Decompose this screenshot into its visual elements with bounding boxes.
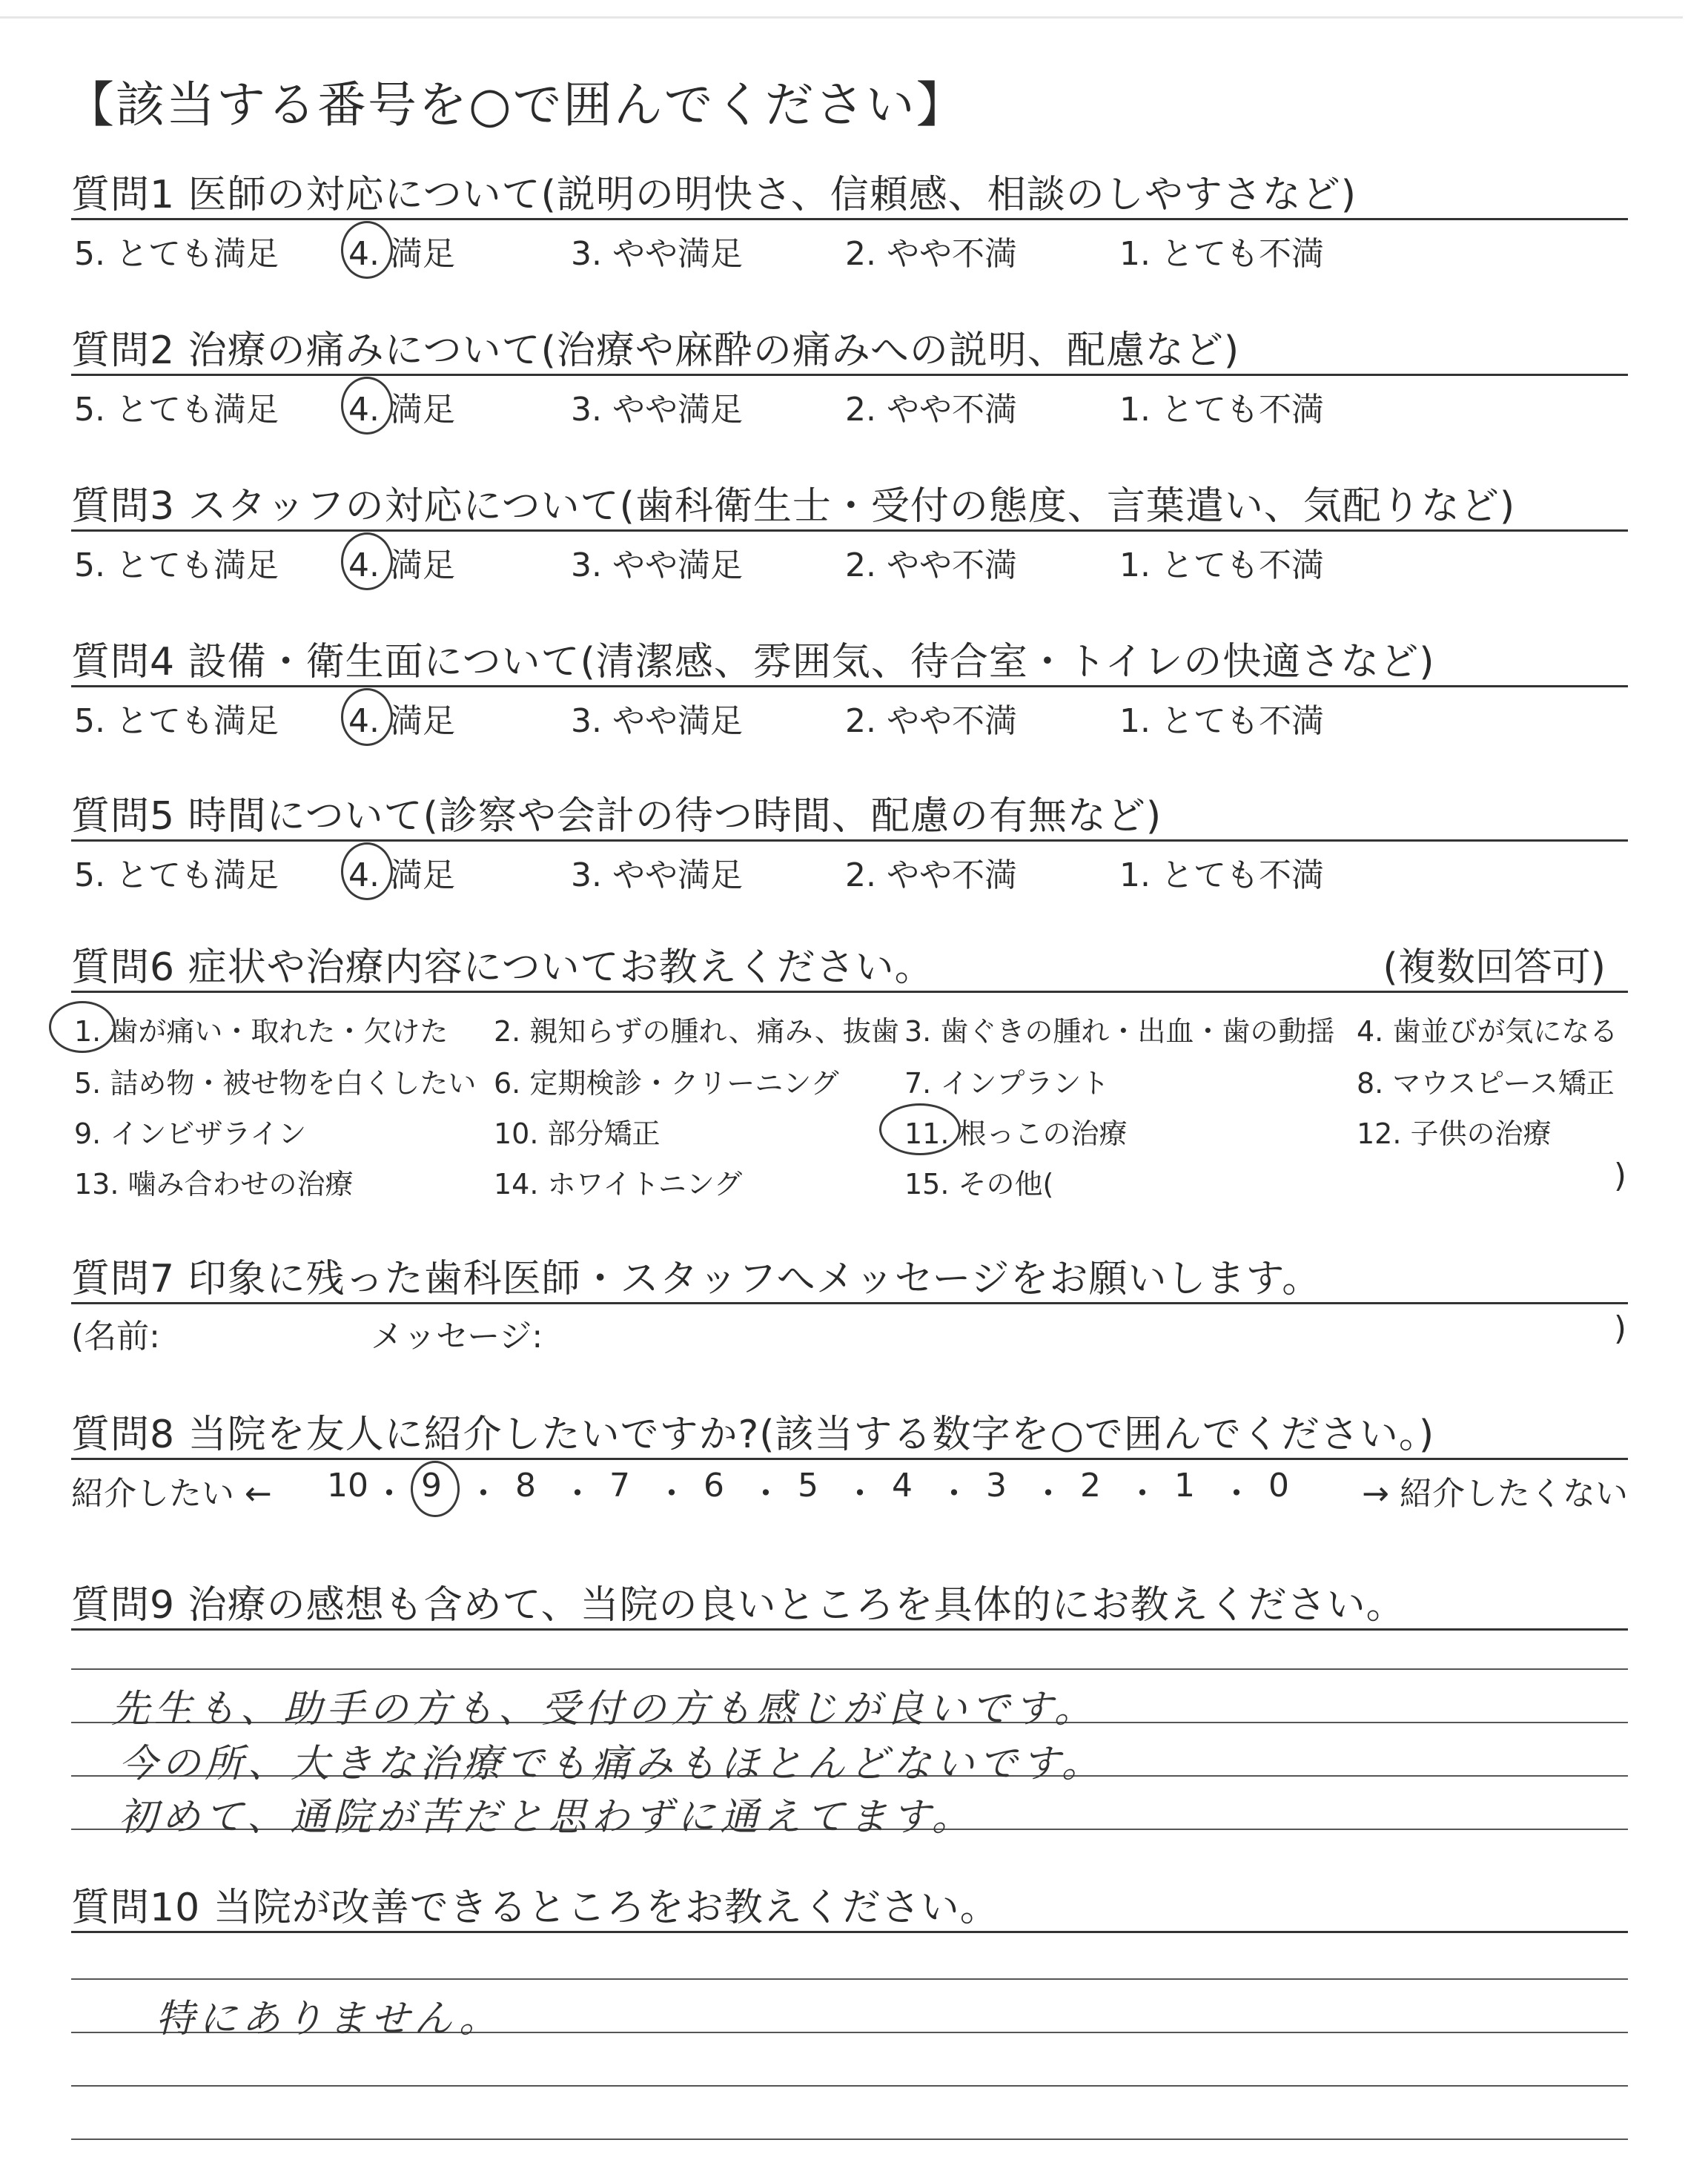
q7-message-label: メッセージ: — [371, 1318, 543, 1355]
selection-circle — [341, 377, 393, 435]
q5-option[interactable]: 3. やや満足 — [571, 856, 743, 894]
q8-scale-value[interactable]: 10 — [327, 1467, 368, 1505]
q7-title: 質問7 印象に残った歯科医師・スタッフへメッセージをお願いします。 — [71, 1257, 1322, 1301]
q9-answer-line: 先生も、助手の方も、受付の方も感じが良いです。 — [111, 1687, 1097, 1731]
q7-rule — [71, 1302, 1628, 1304]
q10-line-1 — [71, 1978, 1628, 1980]
q8-scale-value[interactable]: 0 — [1268, 1467, 1289, 1505]
q8-scale-value[interactable]: 6 — [704, 1467, 724, 1505]
selection-circle — [341, 532, 393, 590]
q10-answer-line: 特にありません。 — [156, 1997, 503, 2041]
q3-rule — [71, 529, 1628, 532]
q2-rule — [71, 374, 1628, 376]
q6-rule — [71, 991, 1628, 993]
q6-option[interactable]: 6. 定期検診・クリーニング — [494, 1067, 839, 1100]
q8-rule — [71, 1458, 1628, 1460]
q6-option[interactable]: 7. インプラント — [904, 1067, 1110, 1100]
q6-option[interactable]: 2. 親知らずの腫れ、痛み、抜歯 — [494, 1015, 899, 1048]
q8-separator: ・ — [655, 1475, 688, 1513]
q6-note: (複数回答可) — [1383, 945, 1606, 990]
q2-option[interactable]: 4. 満足 — [348, 391, 455, 429]
q8-separator: ・ — [938, 1475, 970, 1513]
q8-scale-value[interactable]: 7 — [609, 1467, 630, 1505]
q6-option[interactable]: 1. 歯が痛い・取れた・欠けた — [74, 1015, 448, 1048]
q8-scale-value[interactable]: 8 — [515, 1467, 536, 1505]
q8-separator: ・ — [373, 1475, 406, 1513]
q2-title: 質問2 治療の痛みについて(治療や麻酔の痛みへの説明、配慮など) — [71, 328, 1240, 373]
q4-rule — [71, 685, 1628, 687]
selection-circle — [341, 842, 393, 900]
q10-title: 質問10 当院が改善できるところをお教えください。 — [71, 1886, 999, 1930]
q2-option[interactable]: 1. とても不満 — [1119, 391, 1324, 429]
q10-rule — [71, 1931, 1628, 1933]
q5-option[interactable]: 5. とても満足 — [74, 856, 279, 894]
q4-option[interactable]: 2. やや不満 — [845, 702, 1017, 740]
q6-option[interactable]: 13. 噛み合わせの治療 — [74, 1168, 354, 1200]
q6-option[interactable]: 3. 歯ぐきの腫れ・出血・歯の動揺 — [904, 1015, 1335, 1048]
q8-scale-value[interactable]: 2 — [1080, 1467, 1101, 1505]
q9-answer-line: 初めて、通院が苦だと思わずに通えてます。 — [119, 1795, 975, 1840]
q8-scale-value[interactable]: 3 — [986, 1467, 1007, 1505]
q1-option[interactable]: 5. とても満足 — [74, 235, 279, 273]
q5-option[interactable]: 2. やや不満 — [845, 856, 1017, 894]
q2-option[interactable]: 5. とても満足 — [74, 391, 279, 429]
q8-scale-value[interactable]: 5 — [798, 1467, 818, 1505]
q7-close-paren: ) — [1613, 1309, 1626, 1347]
q6-option[interactable]: 11. 根っこの治療 — [904, 1117, 1128, 1150]
q6-other-close-paren: ) — [1613, 1157, 1626, 1195]
q4-option[interactable]: 4. 満足 — [348, 702, 455, 740]
selection-circle — [49, 1001, 116, 1053]
q6-option[interactable]: 9. インビザライン — [74, 1117, 307, 1150]
page-edge — [0, 16, 1683, 19]
q8-scale-value[interactable]: 4 — [892, 1467, 913, 1505]
q8-right-label: → 紹介したくない — [1362, 1475, 1628, 1513]
q3-option[interactable]: 3. やや満足 — [571, 546, 743, 584]
q5-option[interactable]: 4. 満足 — [348, 856, 455, 894]
q1-option[interactable]: 4. 満足 — [348, 235, 455, 273]
q2-option[interactable]: 2. やや不満 — [845, 391, 1017, 429]
q4-option[interactable]: 5. とても満足 — [74, 702, 279, 740]
q5-title: 質問5 時間について(診察や会計の待つ時間、配慮の有無など) — [71, 794, 1162, 839]
selection-circle — [411, 1461, 460, 1517]
q8-title: 質問8 当院を友人に紹介したいですか?(該当する数字を○で囲んでください。) — [71, 1413, 1435, 1457]
q9-rule — [71, 1628, 1628, 1631]
page-title: 【該当する番号を○で囲んでください】 — [65, 76, 967, 133]
q1-title: 質問1 医師の対応について(説明の明快さ、信頼感、相談のしやすさなど) — [71, 173, 1357, 217]
q9-title: 質問9 治療の感想も含めて、当院の良いところを具体的にお教えください。 — [71, 1583, 1406, 1628]
q8-scale-value[interactable]: 9 — [421, 1467, 442, 1505]
q4-option[interactable]: 1. とても不満 — [1119, 702, 1324, 740]
q6-option[interactable]: 4. 歯並びが気になる — [1357, 1015, 1618, 1048]
q6-option[interactable]: 8. マウスピース矯正 — [1357, 1067, 1615, 1100]
q8-scale-value[interactable]: 1 — [1174, 1467, 1195, 1505]
q2-option[interactable]: 3. やや満足 — [571, 391, 743, 429]
q1-option[interactable]: 1. とても不満 — [1119, 235, 1324, 273]
q7-name-label: (名前: — [71, 1318, 160, 1355]
selection-circle — [879, 1103, 961, 1155]
q3-title: 質問3 スタッフの対応について(歯科衛生士・受付の態度、言葉遣い、気配りなど) — [71, 484, 1516, 529]
q8-scale-row — [71, 1467, 1628, 1511]
q8-separator: ・ — [749, 1475, 782, 1513]
q10-line-4 — [71, 2138, 1628, 2140]
q6-option[interactable]: 10. 部分矯正 — [494, 1117, 661, 1150]
q6-option[interactable]: 12. 子供の治療 — [1357, 1117, 1552, 1150]
q9-answer-line: 今の所、大きな治療でも痛みもほとんどないです。 — [119, 1742, 1105, 1786]
q5-rule — [71, 839, 1628, 842]
q6-option[interactable]: 5. 詰め物・被せ物を白くしたい — [74, 1067, 477, 1100]
q6-title: 質問6 症状や治療内容についてお教えください。 — [71, 945, 934, 990]
q8-separator: ・ — [1220, 1475, 1253, 1513]
q1-rule — [71, 218, 1628, 220]
q3-option[interactable]: 2. やや不満 — [845, 546, 1017, 584]
q3-option[interactable]: 5. とても満足 — [74, 546, 279, 584]
q5-option[interactable]: 1. とても不満 — [1119, 856, 1324, 894]
q6-option[interactable]: 14. ホワイトニング — [494, 1168, 743, 1200]
q3-option[interactable]: 1. とても不満 — [1119, 546, 1324, 584]
q8-separator: ・ — [467, 1475, 500, 1513]
q1-option[interactable]: 2. やや不満 — [845, 235, 1017, 273]
q4-title: 質問4 設備・衛生面について(清潔感、雰囲気、待合室・トイレの快適さなど) — [71, 640, 1435, 684]
q6-option[interactable]: 15. その他( — [904, 1168, 1054, 1200]
q3-option[interactable]: 4. 満足 — [348, 546, 455, 584]
selection-circle — [341, 221, 393, 279]
selection-circle — [341, 688, 393, 746]
q8-left-label: 紹介したい ← — [71, 1475, 272, 1513]
q10-line-3 — [71, 2085, 1628, 2087]
q8-separator: ・ — [1032, 1475, 1065, 1513]
q4-option[interactable]: 3. やや満足 — [571, 702, 743, 740]
q8-separator: ・ — [844, 1475, 876, 1513]
q1-option[interactable]: 3. やや満足 — [571, 235, 743, 273]
q8-separator: ・ — [1126, 1475, 1159, 1513]
q8-separator: ・ — [561, 1475, 594, 1513]
q9-line-1 — [71, 1668, 1628, 1670]
